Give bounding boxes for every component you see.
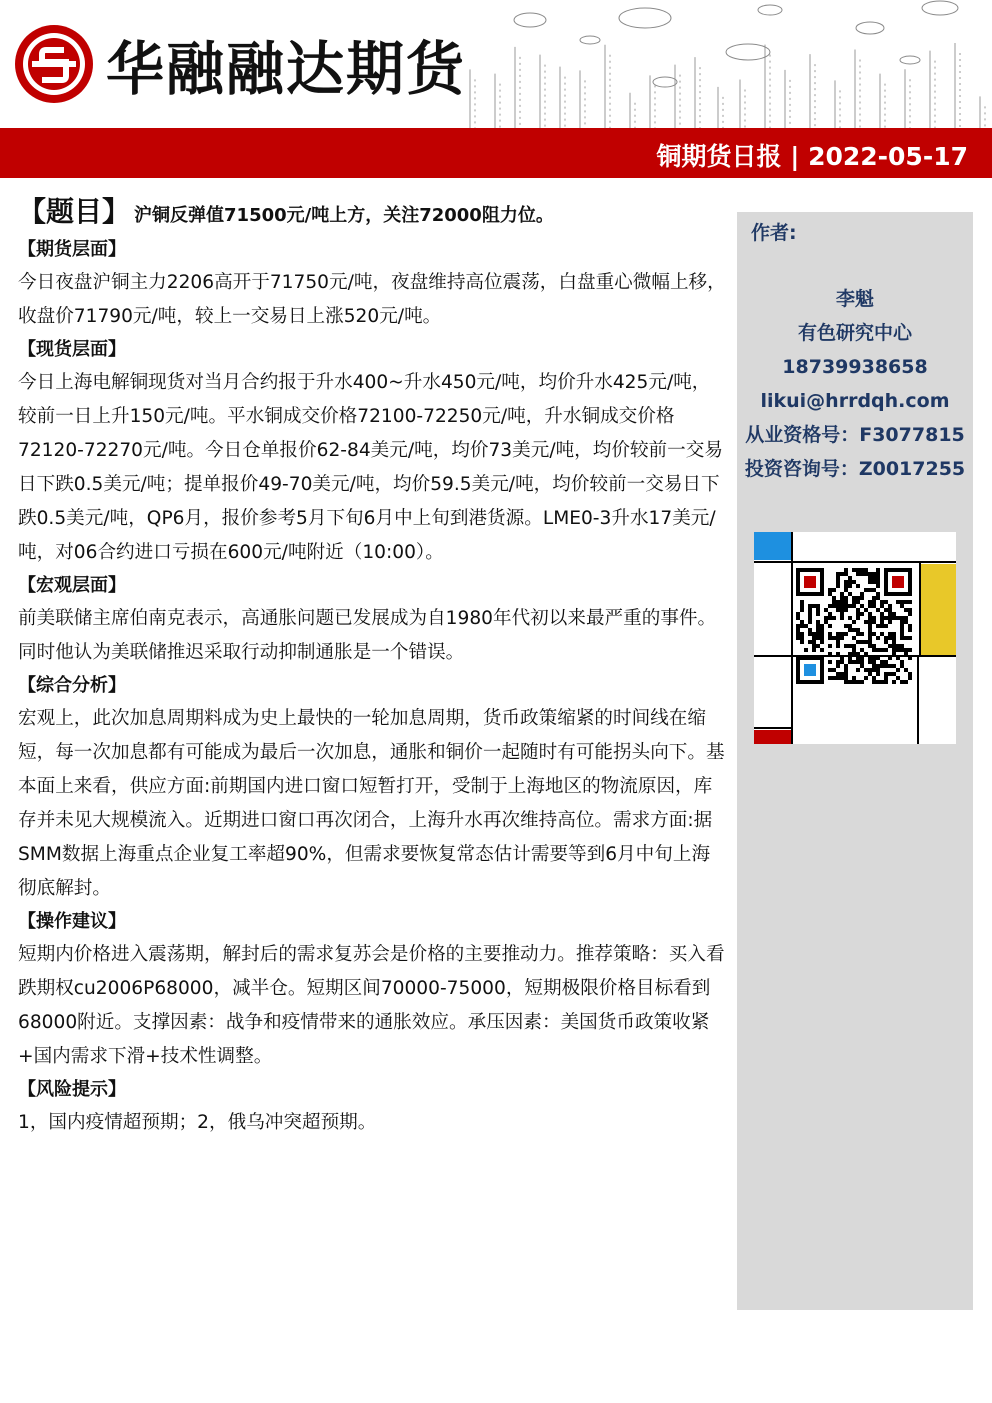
report-body <box>18 190 728 1140</box>
decorative-pattern <box>440 0 992 128</box>
section-heading: 【综合分析】 <box>18 675 126 696</box>
section-paragraph: 宏观上，此次加息周期料成为史上最快的一轮加息周期，货币政策缩紧的时间线在缩短，每一次加息都有可能成为最后一次加息，通胀和铜价一起随时有可能拐头向下。基本面上来看，供应方面:前期国内进口窗口短暂打开，受制于上海地区的物流原因，库存并未见大规模流入。近期进口窗口再次闭合，上海升水再次维持高位。需求方面:据SMM数据上海重点企业复工率超90%，但需求要恢复常态估计需要等到6月中旬上海彻底解封。 <box>18 708 725 899</box>
report-title: 铜期货日报 | 2022-05-17 <box>656 142 968 171</box>
brand-name: 华融融达期货 <box>106 35 467 103</box>
page-header <box>0 0 992 180</box>
section-spot <box>18 334 728 570</box>
section-macro <box>18 570 728 670</box>
headline-text: 沪铜反弹值71500元/吨上方，关注72000阻力位。 <box>134 205 554 226</box>
headline <box>18 190 728 230</box>
section-analysis <box>18 670 728 906</box>
headline-tag: 【题目】 <box>18 195 131 228</box>
qr-code-icon <box>754 532 956 744</box>
author-email[interactable]: likui@hrrdqh.com <box>760 390 950 412</box>
section-paragraph: 1，国内疫情超预期；2，俄乌冲突超预期。 <box>18 1112 377 1133</box>
author-qualification: 从业资格号：F3077815 <box>745 424 965 446</box>
author-phone: 18739938658 <box>782 356 928 378</box>
report-title-bar <box>0 128 992 178</box>
section-advice <box>18 906 728 1074</box>
author-name: 李魁 <box>835 288 874 310</box>
section-heading: 【期货层面】 <box>18 239 126 260</box>
section-paragraph: 短期内价格进入震荡期，解封后的需求复苏会是价格的主要推动力。推荐策略：买入看跌期权cu2006P68000，减半仓。短期区间70000-75000，短期极限价格目标看到68000附近。支撑因素：战争和疫情带来的通胀效应。承压因素：美国货币政策收紧+国内需求下滑+技术性调整。 <box>18 944 725 1067</box>
author-info <box>737 282 973 486</box>
section-futures <box>18 234 728 334</box>
section-heading: 【宏观层面】 <box>18 575 126 596</box>
author-consulting: 投资咨询号：Z0017255 <box>744 458 966 480</box>
section-heading: 【现货层面】 <box>18 339 126 360</box>
author-label: 作者: <box>751 222 797 244</box>
author-department: 有色研究中心 <box>797 322 912 344</box>
section-risk <box>18 1074 728 1140</box>
company-logo-icon <box>12 22 96 106</box>
author-sidebar <box>737 212 973 1310</box>
brand-logo <box>12 22 466 106</box>
section-paragraph: 今日上海电解铜现货对当月合约报于升水400~升水450元/吨，均价升水425元/吨，较前一日上升150元/吨。平水铜成交价格72100-72250元/吨，升水铜成交价格72120-72270元/吨。今日仓单报价62-84美元/吨，均价73美元/吨，均价较前一交易日下跌0.5美元/吨；提单报价49-70美元/吨，均价59.5美元/吨，均价较前一交易日下跌0.5美元/吨，QP6月，报价参考5月下旬6月中上旬到港货源。LME0-3升水17美元/吨，对06合约进口亏损在600元/吨附近（10:00）。 <box>18 372 723 563</box>
section-paragraph: 今日夜盘沪铜主力2206高开于71750元/吨，夜盘维持高位震荡，白盘重心微幅上移，收盘价71790元/吨，较上一交易日上涨520元/吨。 <box>18 272 726 327</box>
section-paragraph: 前美联储主席伯南克表示，高通胀问题已发展成为自1980年代初以来最严重的事件。同时他认为美联储推迟采取行动抑制通胀是一个错误。 <box>18 608 717 663</box>
section-heading: 【操作建议】 <box>18 911 126 932</box>
section-heading: 【风险提示】 <box>18 1079 126 1100</box>
